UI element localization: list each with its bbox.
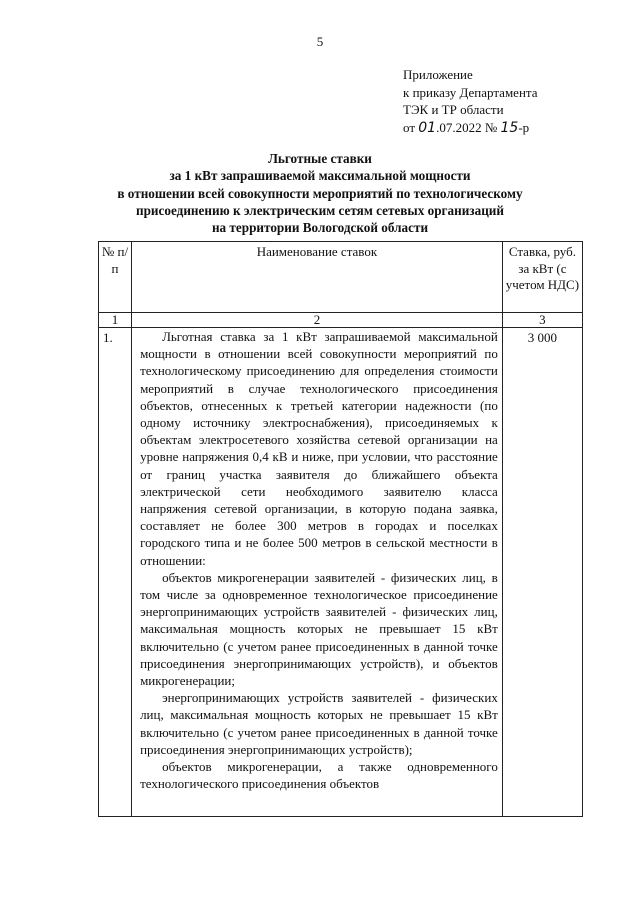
column-number-3: 3 [502, 313, 582, 328]
appendix-block [403, 66, 538, 137]
date-day-handwritten: 01 [418, 119, 437, 136]
row-paragraph-4: объектов микрогенерации, а также одновременного технологического присоединения объектов [140, 759, 498, 792]
number-prefix: № [481, 119, 501, 135]
number-suffix: -р [518, 119, 530, 135]
document-title [40, 150, 600, 236]
date-rest: .07.2022 [436, 119, 482, 135]
table-row [99, 328, 583, 817]
header-name: Наименование ставок [132, 242, 503, 313]
row-paragraph-3: энергопринимающих устройств заявителей - физических лиц, максимальная мощность которых не превышает 15 кВт включительно (с учетом ранее присоединенных в данной точке присоединения энергопринимающих устройств); [140, 690, 498, 757]
title-line-5: на территории Вологодской области [211, 220, 429, 236]
rates-table [98, 241, 583, 817]
title-line-2: за 1 кВт запрашиваемой максимальной мощности [169, 168, 471, 184]
date-prefix: от [403, 119, 419, 135]
appendix-line-1: Приложение [403, 67, 473, 82]
title-line-1: Льготные ставки [268, 151, 372, 166]
header-number: № п/п [99, 242, 132, 313]
order-number-handwritten: 15 [500, 119, 519, 136]
row-number: 1. [99, 328, 132, 817]
title-line-4: присоединению к электрическим сетям сетевых организаций [136, 202, 504, 218]
column-number-2: 2 [132, 313, 503, 328]
title-line-3: в отношении всей совокупности мероприятий по технологическому [117, 185, 523, 201]
row-paragraph-2: объектов микрогенерации заявителей - физических лиц, в том числе за одновременное технологическое присоединение энергопринимающих устройств заявителей - физических лиц, максимальная мощность которых не превышает 15 кВт включительно (с учетом ранее присоединенных в данной точке присоединения энергопринимающих устройств), и объектов микрогенерации; [140, 569, 498, 689]
header-rate: Ставка, руб. за кВт (с учетом НДС) [502, 242, 582, 313]
page-number: 5 [316, 34, 324, 49]
appendix-line-2: к приказу Департамента [403, 84, 538, 100]
table-column-numbers-row [99, 313, 583, 328]
row-description [132, 328, 503, 817]
table-header-row [99, 242, 583, 313]
row-rate-value: 3 000 [502, 328, 582, 817]
row-paragraph-1: Льготная ставка за 1 кВт запрашиваемой максимальной мощности в отношении всей совокупности мероприятий по технологическому присоединению для определения стоимости мероприятий в случае технологического присоединения объектов, отнесенных к третьей категории надежности (по одному источнику электроснабжения), присоединяемых к объектам электросетевого хозяйства сетевой организации на уровне напряжения 0,4 кВ и ниже, при условии, что расстояние от границ участка заявителя до ближайшего объекта электрической сети необходимого заявителю класса напряжения сетевой организации, в которую подана заявка, составляет не более 300 метров в городах и поселках городского типа и не более 500 метров в сельской местности в отношении: [140, 329, 498, 568]
appendix-date-line [403, 119, 538, 138]
appendix-line-3: ТЭК и ТР области [403, 102, 504, 118]
column-number-1: 1 [99, 313, 132, 328]
